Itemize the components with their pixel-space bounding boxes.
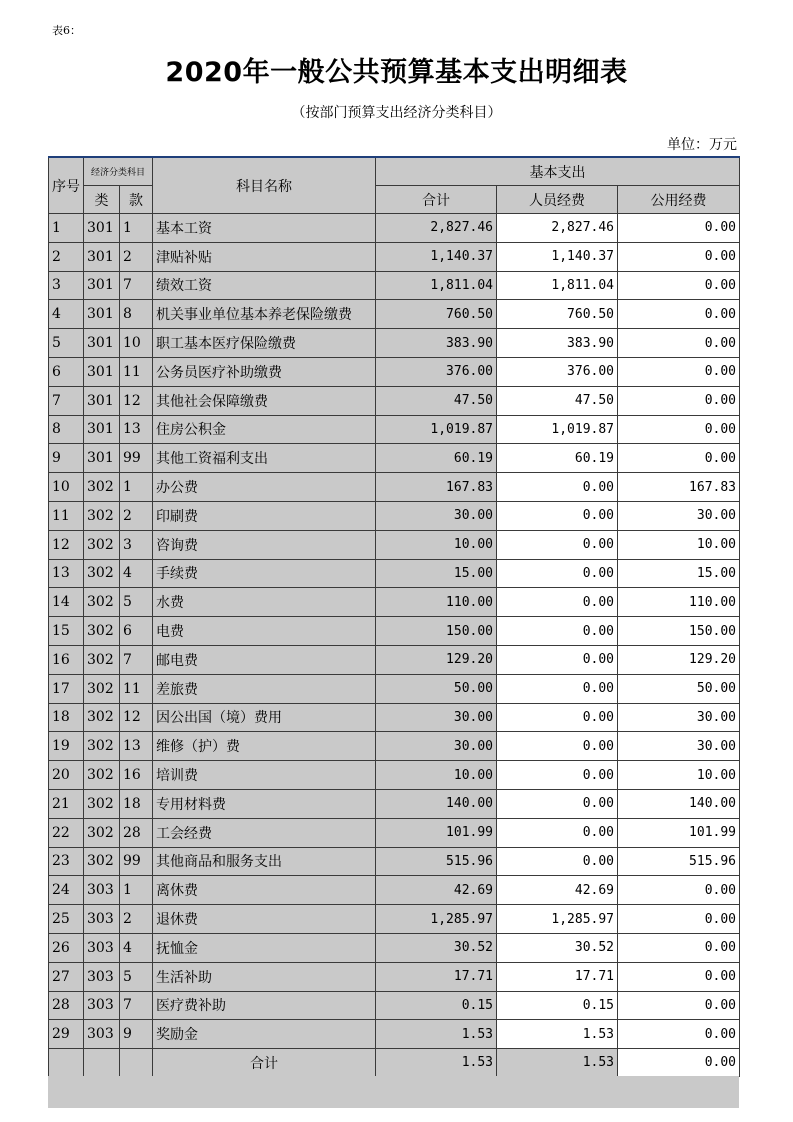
table-row — [49, 300, 740, 329]
row-public-cell: 0.00 — [618, 242, 740, 271]
row-kuan-cell: 5 — [120, 588, 153, 617]
row-subject-name-cell: 离休费 — [153, 876, 376, 905]
row-subject-name-cell: 生活补助 — [153, 962, 376, 991]
col-header-lei: 类 — [84, 186, 120, 214]
row-kuan-cell: 1 — [120, 473, 153, 502]
row-lei-cell: 302 — [84, 559, 120, 588]
row-personnel-cell: 0.00 — [497, 818, 618, 847]
row-total-cell: 10.00 — [376, 530, 497, 559]
row-kuan-cell: 5 — [120, 962, 153, 991]
row-personnel-cell: 1.53 — [497, 1020, 618, 1049]
row-total-cell: 15.00 — [376, 559, 497, 588]
row-seq-cell: 22 — [49, 818, 84, 847]
row-subject-name-cell: 咨询费 — [153, 530, 376, 559]
row-total-cell: 0.15 — [376, 991, 497, 1020]
row-personnel-cell: 1,811.04 — [497, 271, 618, 300]
row-lei-cell: 301 — [84, 300, 120, 329]
row-subject-name-cell: 机关事业单位基本养老保险缴费 — [153, 300, 376, 329]
row-total-cell: 167.83 — [376, 473, 497, 502]
row-personnel-cell: 42.69 — [497, 876, 618, 905]
row-lei-cell: 301 — [84, 271, 120, 300]
row-kuan-cell: 13 — [120, 732, 153, 761]
row-public-cell: 0.00 — [618, 329, 740, 358]
row-kuan-cell: 28 — [120, 818, 153, 847]
table-row — [49, 876, 740, 905]
row-kuan-cell: 3 — [120, 530, 153, 559]
row-kuan-cell: 13 — [120, 415, 153, 444]
row-personnel-cell: 1,140.37 — [497, 242, 618, 271]
table-row — [49, 789, 740, 818]
row-public-cell: 101.99 — [618, 818, 740, 847]
row-seq-cell: 9 — [49, 444, 84, 473]
table-row — [49, 732, 740, 761]
col-header-kuan: 款 — [120, 186, 153, 214]
row-seq-cell: 18 — [49, 703, 84, 732]
row-seq-cell: 11 — [49, 501, 84, 530]
totals-public-value: 0.00 — [618, 1049, 740, 1077]
row-personnel-cell: 1,019.87 — [497, 415, 618, 444]
col-header-total: 合计 — [376, 186, 497, 214]
table-row — [49, 444, 740, 473]
table-row — [49, 214, 740, 243]
row-subject-name-cell: 其他商品和服务支出 — [153, 847, 376, 876]
row-subject-name-cell: 职工基本医疗保险缴费 — [153, 329, 376, 358]
totals-label: 合计 — [153, 1049, 376, 1077]
row-kuan-cell: 2 — [120, 242, 153, 271]
row-personnel-cell: 0.00 — [497, 761, 618, 790]
row-lei-cell: 303 — [84, 962, 120, 991]
table-row — [49, 933, 740, 962]
row-lei-cell: 302 — [84, 703, 120, 732]
row-total-cell: 515.96 — [376, 847, 497, 876]
row-seq-cell: 2 — [49, 242, 84, 271]
row-kuan-cell: 2 — [120, 905, 153, 934]
row-subject-name-cell: 因公出国（境）费用 — [153, 703, 376, 732]
col-header-subject-name: 科目名称 — [153, 157, 376, 214]
table-row — [49, 991, 740, 1020]
row-personnel-cell: 0.00 — [497, 530, 618, 559]
totals-kuan-cell — [120, 1049, 153, 1077]
row-subject-name-cell: 抚恤金 — [153, 933, 376, 962]
col-header-econ-class: 经济分类科目 — [84, 157, 153, 186]
row-kuan-cell: 12 — [120, 386, 153, 415]
row-lei-cell: 302 — [84, 617, 120, 646]
row-subject-name-cell: 其他社会保障缴费 — [153, 386, 376, 415]
row-public-cell: 0.00 — [618, 1020, 740, 1049]
row-lei-cell: 301 — [84, 329, 120, 358]
row-public-cell: 0.00 — [618, 415, 740, 444]
row-public-cell: 167.83 — [618, 473, 740, 502]
row-public-cell: 0.00 — [618, 214, 740, 243]
row-subject-name-cell: 绩效工资 — [153, 271, 376, 300]
row-seq-cell: 19 — [49, 732, 84, 761]
row-lei-cell: 302 — [84, 789, 120, 818]
row-kuan-cell: 6 — [120, 617, 153, 646]
table-row — [49, 415, 740, 444]
header-row-2 — [49, 186, 740, 214]
row-kuan-cell: 1 — [120, 214, 153, 243]
row-total-cell: 376.00 — [376, 357, 497, 386]
table-row — [49, 357, 740, 386]
row-lei-cell: 302 — [84, 588, 120, 617]
row-public-cell: 110.00 — [618, 588, 740, 617]
row-public-cell: 0.00 — [618, 444, 740, 473]
row-personnel-cell: 0.00 — [497, 617, 618, 646]
row-public-cell: 0.00 — [618, 905, 740, 934]
row-subject-name-cell: 维修（护）费 — [153, 732, 376, 761]
row-lei-cell: 303 — [84, 933, 120, 962]
table-row — [49, 386, 740, 415]
table-row — [49, 501, 740, 530]
row-subject-name-cell: 办公费 — [153, 473, 376, 502]
row-kuan-cell: 4 — [120, 933, 153, 962]
row-subject-name-cell: 住房公积金 — [153, 415, 376, 444]
row-subject-name-cell: 其他工资福利支出 — [153, 444, 376, 473]
unit-label: 单位：万元 — [667, 137, 737, 153]
row-personnel-cell: 0.00 — [497, 501, 618, 530]
row-kuan-cell: 12 — [120, 703, 153, 732]
row-personnel-cell: 383.90 — [497, 329, 618, 358]
row-subject-name-cell: 印刷费 — [153, 501, 376, 530]
row-public-cell: 0.00 — [618, 991, 740, 1020]
table-row — [49, 962, 740, 991]
row-total-cell: 150.00 — [376, 617, 497, 646]
row-public-cell: 140.00 — [618, 789, 740, 818]
col-header-personnel: 人员经费 — [497, 186, 618, 214]
row-public-cell: 129.20 — [618, 645, 740, 674]
row-subject-name-cell: 奖励金 — [153, 1020, 376, 1049]
row-kuan-cell: 2 — [120, 501, 153, 530]
row-public-cell: 0.00 — [618, 962, 740, 991]
row-subject-name-cell: 工会经费 — [153, 818, 376, 847]
row-total-cell: 30.00 — [376, 732, 497, 761]
row-total-cell: 17.71 — [376, 962, 497, 991]
table-row — [49, 271, 740, 300]
row-personnel-cell: 30.52 — [497, 933, 618, 962]
row-kuan-cell: 7 — [120, 991, 153, 1020]
row-personnel-cell: 1,285.97 — [497, 905, 618, 934]
table-row — [49, 617, 740, 646]
row-seq-cell: 1 — [49, 214, 84, 243]
row-total-cell: 42.69 — [376, 876, 497, 905]
row-kuan-cell: 11 — [120, 674, 153, 703]
row-total-cell: 110.00 — [376, 588, 497, 617]
row-public-cell: 0.00 — [618, 357, 740, 386]
table-row — [49, 703, 740, 732]
row-public-cell: 0.00 — [618, 933, 740, 962]
row-lei-cell: 302 — [84, 847, 120, 876]
row-seq-cell: 10 — [49, 473, 84, 502]
row-subject-name-cell: 手续费 — [153, 559, 376, 588]
row-lei-cell: 303 — [84, 991, 120, 1020]
table-row — [49, 1020, 740, 1049]
row-subject-name-cell: 差旅费 — [153, 674, 376, 703]
row-personnel-cell: 0.00 — [497, 674, 618, 703]
row-public-cell: 10.00 — [618, 530, 740, 559]
row-total-cell: 1,140.37 — [376, 242, 497, 271]
table-row — [49, 473, 740, 502]
row-subject-name-cell: 公务员医疗补助缴费 — [153, 357, 376, 386]
totals-personnel-value: 1.53 — [497, 1049, 618, 1077]
row-lei-cell: 302 — [84, 473, 120, 502]
table-row — [49, 645, 740, 674]
row-total-cell: 30.00 — [376, 501, 497, 530]
row-total-cell: 140.00 — [376, 789, 497, 818]
row-seq-cell: 16 — [49, 645, 84, 674]
table-row — [49, 242, 740, 271]
row-subject-name-cell: 医疗费补助 — [153, 991, 376, 1020]
row-seq-cell: 12 — [49, 530, 84, 559]
row-total-cell: 760.50 — [376, 300, 497, 329]
row-personnel-cell: 0.15 — [497, 991, 618, 1020]
table-row — [49, 559, 740, 588]
row-seq-cell: 28 — [49, 991, 84, 1020]
row-kuan-cell: 1 — [120, 876, 153, 905]
row-seq-cell: 3 — [49, 271, 84, 300]
row-personnel-cell: 760.50 — [497, 300, 618, 329]
row-lei-cell: 301 — [84, 415, 120, 444]
table-row — [49, 329, 740, 358]
row-personnel-cell: 47.50 — [497, 386, 618, 415]
row-public-cell: 50.00 — [618, 674, 740, 703]
row-personnel-cell: 376.00 — [497, 357, 618, 386]
row-lei-cell: 302 — [84, 501, 120, 530]
table-body — [49, 214, 740, 1049]
row-personnel-cell: 17.71 — [497, 962, 618, 991]
row-personnel-cell: 0.00 — [497, 732, 618, 761]
row-personnel-cell: 0.00 — [497, 645, 618, 674]
row-lei-cell: 302 — [84, 530, 120, 559]
row-lei-cell: 302 — [84, 674, 120, 703]
row-lei-cell: 302 — [84, 732, 120, 761]
row-lei-cell: 301 — [84, 242, 120, 271]
row-seq-cell: 29 — [49, 1020, 84, 1049]
row-seq-cell: 8 — [49, 415, 84, 444]
totals-row — [49, 1049, 740, 1077]
row-seq-cell: 25 — [49, 905, 84, 934]
row-kuan-cell: 18 — [120, 789, 153, 818]
totals-lei-cell — [84, 1049, 120, 1077]
row-total-cell: 10.00 — [376, 761, 497, 790]
row-subject-name-cell: 基本工资 — [153, 214, 376, 243]
row-lei-cell: 302 — [84, 645, 120, 674]
row-personnel-cell: 2,827.46 — [497, 214, 618, 243]
row-personnel-cell: 0.00 — [497, 789, 618, 818]
row-lei-cell: 303 — [84, 905, 120, 934]
totals-seq-cell — [49, 1049, 84, 1077]
row-public-cell: 0.00 — [618, 271, 740, 300]
row-public-cell: 30.00 — [618, 501, 740, 530]
row-subject-name-cell: 电费 — [153, 617, 376, 646]
row-subject-name-cell: 退休费 — [153, 905, 376, 934]
row-personnel-cell: 0.00 — [497, 473, 618, 502]
row-seq-cell: 26 — [49, 933, 84, 962]
row-personnel-cell: 0.00 — [497, 559, 618, 588]
row-seq-cell: 24 — [49, 876, 84, 905]
row-total-cell: 129.20 — [376, 645, 497, 674]
row-total-cell: 2,827.46 — [376, 214, 497, 243]
row-seq-cell: 4 — [49, 300, 84, 329]
budget-table — [48, 156, 740, 1077]
document-title: 2020年一般公共预算基本支出明细表 — [165, 57, 628, 88]
table-row — [49, 818, 740, 847]
table-row — [49, 761, 740, 790]
row-total-cell: 1,285.97 — [376, 905, 497, 934]
row-total-cell: 383.90 — [376, 329, 497, 358]
row-total-cell: 30.52 — [376, 933, 497, 962]
row-lei-cell: 301 — [84, 357, 120, 386]
row-lei-cell: 301 — [84, 386, 120, 415]
row-total-cell: 1,811.04 — [376, 271, 497, 300]
row-seq-cell: 20 — [49, 761, 84, 790]
row-seq-cell: 13 — [49, 559, 84, 588]
row-subject-name-cell: 专用材料费 — [153, 789, 376, 818]
row-personnel-cell: 0.00 — [497, 703, 618, 732]
row-seq-cell: 23 — [49, 847, 84, 876]
row-seq-cell: 21 — [49, 789, 84, 818]
row-lei-cell: 301 — [84, 214, 120, 243]
row-public-cell: 515.96 — [618, 847, 740, 876]
row-kuan-cell: 8 — [120, 300, 153, 329]
row-seq-cell: 14 — [49, 588, 84, 617]
row-public-cell: 30.00 — [618, 732, 740, 761]
row-total-cell: 47.50 — [376, 386, 497, 415]
row-public-cell: 30.00 — [618, 703, 740, 732]
footer-grey-band — [48, 1076, 739, 1108]
row-subject-name-cell: 津贴补贴 — [153, 242, 376, 271]
row-lei-cell: 303 — [84, 1020, 120, 1049]
row-total-cell: 1,019.87 — [376, 415, 497, 444]
row-public-cell: 10.00 — [618, 761, 740, 790]
table-row — [49, 905, 740, 934]
document-subtitle: （按部门预算支出经济分类科目） — [291, 105, 502, 121]
table-row — [49, 588, 740, 617]
header-row-1 — [49, 157, 740, 186]
row-kuan-cell: 99 — [120, 444, 153, 473]
table-row — [49, 530, 740, 559]
row-seq-cell: 17 — [49, 674, 84, 703]
row-public-cell: 0.00 — [618, 386, 740, 415]
row-seq-cell: 5 — [49, 329, 84, 358]
row-personnel-cell: 60.19 — [497, 444, 618, 473]
row-lei-cell: 303 — [84, 876, 120, 905]
row-personnel-cell: 0.00 — [497, 588, 618, 617]
row-kuan-cell: 7 — [120, 645, 153, 674]
row-total-cell: 101.99 — [376, 818, 497, 847]
row-lei-cell: 302 — [84, 818, 120, 847]
col-header-basic-expenditure: 基本支出 — [376, 157, 740, 186]
row-seq-cell: 27 — [49, 962, 84, 991]
row-public-cell: 150.00 — [618, 617, 740, 646]
row-total-cell: 30.00 — [376, 703, 497, 732]
row-kuan-cell: 4 — [120, 559, 153, 588]
row-kuan-cell: 7 — [120, 271, 153, 300]
table-row — [49, 674, 740, 703]
row-kuan-cell: 9 — [120, 1020, 153, 1049]
row-kuan-cell: 16 — [120, 761, 153, 790]
totals-total-value: 1.53 — [376, 1049, 497, 1077]
col-header-seq: 序号 — [49, 157, 84, 214]
table-number-label: 表6： — [52, 24, 81, 37]
row-total-cell: 1.53 — [376, 1020, 497, 1049]
col-header-public: 公用经费 — [618, 186, 740, 214]
row-public-cell: 0.00 — [618, 300, 740, 329]
row-kuan-cell: 99 — [120, 847, 153, 876]
row-personnel-cell: 0.00 — [497, 847, 618, 876]
row-lei-cell: 301 — [84, 444, 120, 473]
row-public-cell: 15.00 — [618, 559, 740, 588]
row-subject-name-cell: 水费 — [153, 588, 376, 617]
row-lei-cell: 302 — [84, 761, 120, 790]
row-public-cell: 0.00 — [618, 876, 740, 905]
row-total-cell: 60.19 — [376, 444, 497, 473]
row-seq-cell: 15 — [49, 617, 84, 646]
row-subject-name-cell: 邮电费 — [153, 645, 376, 674]
row-seq-cell: 7 — [49, 386, 84, 415]
row-seq-cell: 6 — [49, 357, 84, 386]
table-row — [49, 847, 740, 876]
row-total-cell: 50.00 — [376, 674, 497, 703]
row-kuan-cell: 10 — [120, 329, 153, 358]
row-kuan-cell: 11 — [120, 357, 153, 386]
row-subject-name-cell: 培训费 — [153, 761, 376, 790]
